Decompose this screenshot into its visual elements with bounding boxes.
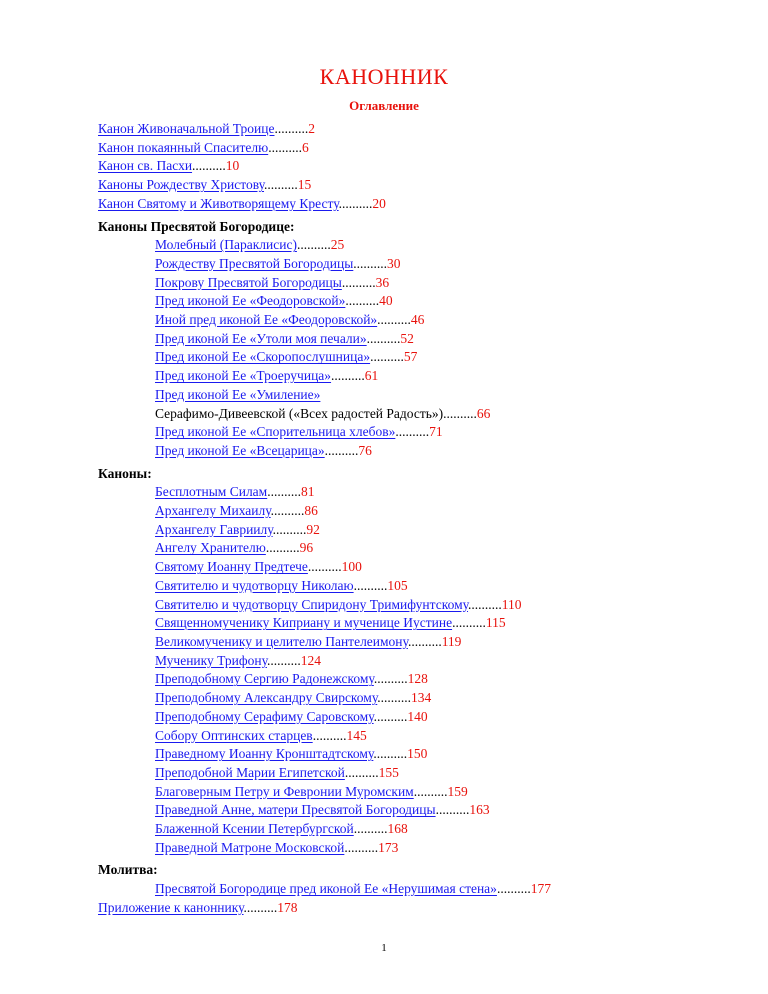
toc-link[interactable]: Ангелу Хранителю (155, 540, 266, 556)
toc-entry[interactable] (98, 614, 738, 633)
toc-link[interactable]: Великомученику и целителю Пантелеимону (155, 633, 408, 649)
page-ref: 177 (530, 881, 551, 897)
toc-link[interactable]: Святому Иоанну Предтече (155, 559, 308, 575)
page-ref: 52 (400, 330, 414, 346)
leader-dots: .......... (353, 821, 388, 837)
toc-entry[interactable] (98, 442, 738, 461)
toc-link[interactable]: Благоверным Петру и Февронии Муромским (155, 783, 414, 799)
toc-link[interactable]: Архангелу Михаилу (155, 503, 271, 519)
toc-entry[interactable] (98, 157, 738, 176)
page-ref: 20 (372, 195, 386, 211)
toc-link[interactable]: Святителю и чудотворцу Николаю (155, 577, 354, 593)
toc-entry[interactable] (98, 423, 738, 442)
toc-link[interactable]: Молебный (Параклисис) (155, 237, 297, 253)
page-ref: 128 (407, 671, 428, 687)
toc-entry[interactable] (98, 195, 738, 214)
leader-dots: .......... (353, 577, 388, 593)
page-ref: 105 (387, 577, 408, 593)
leader-dots: .......... (373, 746, 408, 762)
toc-link[interactable]: Приложение к каноннику (98, 899, 244, 915)
toc-link[interactable]: Бесплотным Силам (155, 484, 268, 500)
toc-entry[interactable] (98, 727, 738, 746)
toc-entry[interactable] (98, 820, 738, 839)
toc-entry[interactable] (98, 139, 738, 158)
toc-link[interactable]: Канон св. Пасхи (98, 158, 193, 174)
toc-link[interactable]: Священномученику Киприану и мученице Иустине (155, 615, 453, 631)
toc-link[interactable]: Пред иконой Ее «Всецарица» (155, 442, 325, 458)
toc-entry[interactable] (98, 745, 738, 764)
toc-link[interactable]: Канон Святому и Животворящему Кресту (98, 195, 339, 211)
page-ref: 124 (300, 652, 321, 668)
toc-link[interactable]: Архангелу Гавриилу (155, 521, 273, 537)
toc-link[interactable]: Преподобному Сергию Радонежскому (155, 671, 374, 687)
page-ref: 25 (330, 237, 345, 253)
leader-dots: .......... (496, 881, 531, 897)
canons-entries (98, 483, 738, 857)
page-ref: 15 (297, 177, 312, 193)
page-ref: 86 (304, 503, 318, 519)
toc-entry[interactable] (98, 689, 738, 708)
page-ref: 145 (346, 727, 367, 743)
toc-entry[interactable] (98, 670, 738, 689)
page-ref: 10 (225, 158, 240, 174)
leader-dots: .......... (373, 708, 408, 724)
leader-dots: .......... (265, 540, 300, 556)
toc-link[interactable]: Пред иконой Ее «Утоли моя печали» (155, 330, 367, 346)
page-ref: 119 (441, 633, 462, 649)
toc-entry-appendix[interactable] (98, 899, 738, 918)
table-of-contents (98, 120, 738, 918)
toc-link[interactable]: Пред иконой Ее «Феодоровской» (155, 293, 346, 309)
toc-link[interactable]: Пред иконой Ее «Троеручица» (155, 368, 332, 384)
toc-entry (98, 405, 738, 424)
toc-link[interactable]: Пред иконой Ее «Умиление» (155, 386, 321, 402)
toc-link[interactable]: Святителю и чудотворцу Спиридону Тримифунтскому (155, 596, 469, 612)
toc-link[interactable]: Праведной Анне, матери Пресвятой Богородицы (155, 802, 436, 818)
leader-dots: .......... (345, 293, 380, 309)
toc-entry[interactable] (98, 539, 738, 558)
toc-entry[interactable] (98, 311, 738, 330)
leader-dots: .......... (272, 521, 307, 537)
toc-entry[interactable] (98, 558, 738, 577)
leader-dots: .......... (373, 671, 408, 687)
leader-dots: .......... (468, 596, 502, 612)
page-ref: 57 (403, 349, 418, 365)
toc-heading: Оглавление (349, 98, 419, 113)
page-ref: 159 (447, 783, 468, 799)
toc-entry[interactable] (98, 652, 738, 671)
toc-link[interactable]: Преподобной Марии Египетской (155, 764, 345, 780)
document-title: КАНОННИК (319, 64, 449, 89)
toc-entry[interactable] (98, 236, 738, 255)
leader-dots: .......... (274, 121, 309, 136)
toc-link[interactable]: Иной пред иконой Ее «Феодоровской» (155, 312, 378, 328)
section-heading-canons: Каноны: (98, 465, 152, 481)
leader-dots: .......... (264, 177, 298, 193)
toc-entry[interactable] (98, 708, 738, 727)
toc-link[interactable]: Праведному Иоанну Кронштадтскому (155, 746, 374, 762)
toc-entry[interactable] (98, 274, 738, 293)
page-ref: 115 (485, 615, 506, 631)
toc-link[interactable]: Канон покаянный Спасителю (98, 139, 269, 155)
toc-entry[interactable] (98, 801, 738, 820)
toc-entry[interactable] (98, 483, 738, 502)
leader-dots: .......... (312, 727, 347, 743)
page-ref: 71 (429, 424, 443, 440)
page-ref: 92 (306, 521, 320, 537)
page-ref: 134 (411, 690, 432, 706)
toc-entry[interactable] (98, 120, 738, 139)
toc-link[interactable]: Праведной Матроне Московской (155, 839, 345, 855)
toc-text: Серафимо-Дивеевской («Всех радостей Радость») (155, 405, 444, 421)
page-ref: 61 (364, 368, 379, 384)
toc-link[interactable]: Пресвятой Богородице пред иконой Ее «Нерушимая стена» (155, 881, 497, 897)
theotokos-entries (98, 236, 738, 460)
page-ref: 178 (277, 899, 298, 915)
toc-entry[interactable] (98, 521, 738, 540)
leader-dots: .......... (443, 405, 477, 421)
toc-entry[interactable] (98, 367, 738, 386)
page-ref: 96 (299, 540, 314, 556)
toc-entry[interactable] (98, 348, 738, 367)
leader-dots: .......... (267, 484, 301, 500)
leader-dots: .......... (344, 764, 379, 780)
leader-dots: .......... (395, 424, 430, 440)
leader-dots: .......... (341, 274, 376, 290)
leader-dots: .......... (407, 633, 442, 649)
section-heading-theotokos: Каноны Пресвятой Богородице: (98, 218, 295, 234)
leader-dots: .......... (338, 195, 373, 211)
page-ref: 36 (375, 274, 390, 290)
toc-entry[interactable] (98, 596, 738, 615)
section-heading-prayer: Молитва: (98, 862, 158, 878)
page-ref: 168 (387, 821, 408, 837)
leader-dots: .......... (324, 442, 359, 458)
toc-link[interactable]: Пред иконой Ее «Скоропослушница» (155, 349, 371, 365)
leader-dots: .......... (452, 615, 486, 631)
page-ref: 140 (407, 708, 428, 724)
toc-link[interactable]: Собору Оптинских старцев (155, 727, 313, 743)
toc-link[interactable]: Каноны Рождеству Христову (98, 177, 265, 193)
page-number: 1 (381, 942, 387, 954)
toc-entry[interactable] (98, 577, 738, 596)
toc-entry[interactable] (98, 783, 738, 802)
toc-entry[interactable] (98, 633, 738, 652)
page-ref: 163 (469, 802, 490, 818)
page-ref: 46 (410, 312, 425, 328)
toc-link[interactable]: Покрову Пресвятой Богородицы (155, 274, 342, 290)
toc-link[interactable]: Преподобному Александру Свирскому (155, 690, 378, 706)
page-ref: 6 (301, 139, 309, 155)
toc-link[interactable]: Мученику Трифону (155, 652, 267, 668)
leader-dots: .......... (307, 559, 342, 575)
toc-entry[interactable] (98, 255, 738, 274)
leader-dots: .......... (296, 237, 331, 253)
toc-entry[interactable] (98, 880, 738, 899)
page-ref: 150 (407, 746, 428, 762)
page-ref: 66 (476, 405, 491, 421)
leader-dots: .......... (266, 652, 301, 668)
leader-dots: .......... (435, 802, 470, 818)
leader-dots: .......... (366, 330, 401, 346)
leader-dots: .......... (353, 255, 388, 271)
page-ref: 155 (378, 764, 399, 780)
page-ref: 100 (341, 559, 362, 575)
leader-dots: .......... (331, 368, 365, 384)
leader-dots: .......... (243, 899, 278, 915)
page-ref: 30 (387, 255, 401, 271)
top-entries (98, 120, 738, 214)
toc-entry[interactable] (98, 839, 738, 858)
leader-dots: .......... (192, 158, 226, 174)
toc-entry[interactable] (98, 330, 738, 349)
leader-dots: .......... (268, 139, 302, 155)
toc-link[interactable]: Преподобному Серафиму Саровскому (155, 708, 374, 724)
page-ref: 76 (358, 442, 372, 458)
toc-entry[interactable] (98, 386, 738, 405)
leader-dots: .......... (370, 349, 404, 365)
leader-dots: .......... (344, 839, 379, 855)
leader-dots: .......... (377, 312, 411, 328)
leader-dots: .......... (377, 690, 411, 706)
toc-link[interactable]: Канон Живоначальной Троице (98, 121, 275, 136)
toc-link[interactable]: Рождеству Пресвятой Богородицы (155, 255, 354, 271)
toc-link[interactable]: Пред иконой Ее «Спорительница хлебов» (155, 424, 396, 440)
page-ref: 110 (501, 596, 522, 612)
toc-entry[interactable] (98, 502, 738, 521)
page-ref: 81 (300, 484, 315, 500)
leader-dots: .......... (413, 783, 448, 799)
leader-dots: .......... (270, 503, 305, 519)
toc-entry[interactable] (98, 764, 738, 783)
page-ref: 40 (379, 293, 393, 309)
page-ref: 173 (378, 839, 399, 855)
page-ref: 2 (308, 121, 315, 136)
toc-entry[interactable] (98, 292, 738, 311)
toc-link[interactable]: Блаженной Ксении Петербургской (155, 821, 354, 837)
toc-entry[interactable] (98, 176, 738, 195)
